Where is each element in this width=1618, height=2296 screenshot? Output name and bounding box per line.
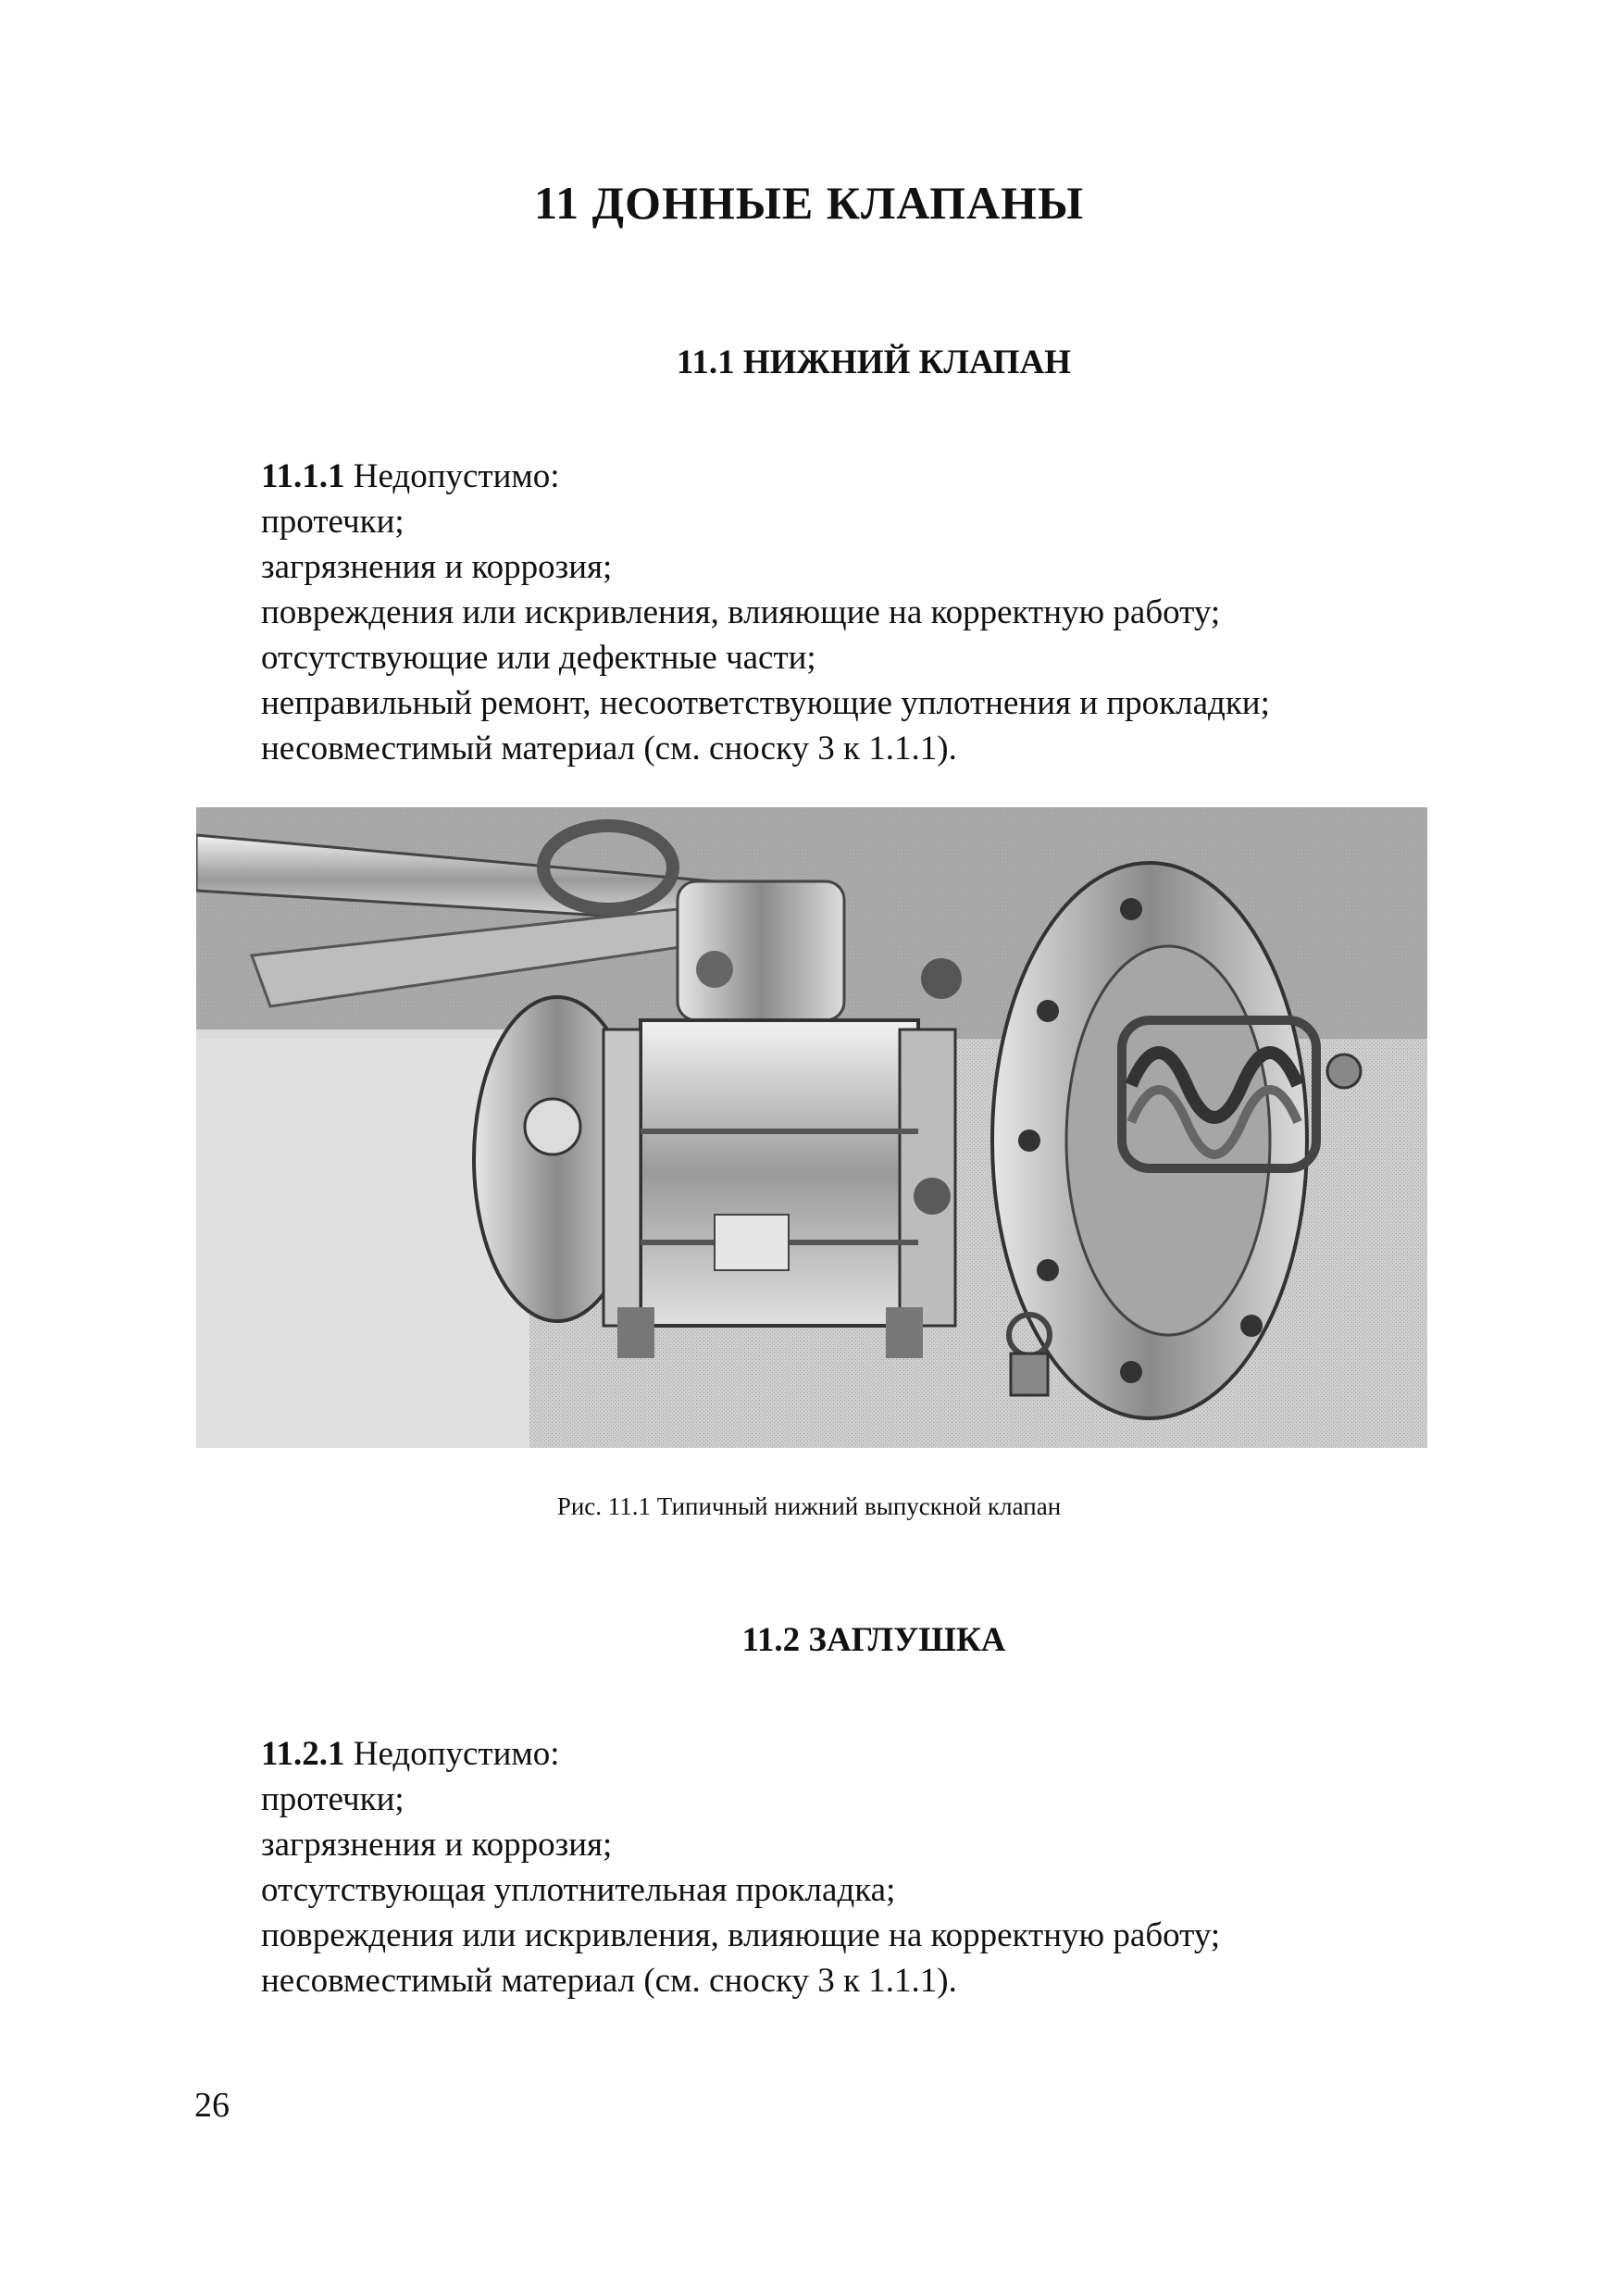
list-item: протечки;: [261, 1780, 404, 1818]
list-item: несовместимый материал (см. сноску 3 к 1.1.1).: [261, 730, 957, 767]
list-item: загрязнения и коррозия;: [261, 1826, 613, 1864]
list-item: протечки;: [261, 503, 404, 541]
clause-lead: Недопустимо:: [353, 1735, 560, 1773]
list-item: неправильный ремонт, несоответствующие уплотнения и прокладки;: [261, 684, 1270, 722]
list-item: повреждения или искривления, влияющие на корректную работу;: [261, 1916, 1221, 1954]
figure-valve-photo: [196, 807, 1427, 1448]
clause-heading: [261, 454, 1464, 499]
clause-heading: [261, 1731, 1464, 1777]
page-number: 26: [194, 2086, 230, 2125]
section-2-title: 11.2 ЗАГЛУШКА: [741, 1621, 1006, 1659]
clause-number: 11.1.1: [261, 457, 345, 495]
list-item: отсутствующая уплотнительная прокладка;: [261, 1871, 896, 1909]
section-1-clause: [261, 454, 1464, 771]
figure-caption: Рис. 11.1 Типичный нижний выпускной клапан: [556, 1492, 1062, 1520]
clause-lead: Недопустимо:: [353, 457, 560, 495]
section-1-title: 11.1 НИЖНИЙ КЛАПАН: [676, 343, 1072, 381]
list-item: загрязнения и коррозия;: [261, 548, 613, 586]
chapter-title: 11 ДОННЫЕ КЛАПАНЫ: [533, 177, 1085, 229]
list-item: отсутствующие или дефектные части;: [261, 639, 816, 677]
list-item: повреждения или искривления, влияющие на корректную работу;: [261, 593, 1221, 631]
clause-number: 11.2.1: [261, 1735, 345, 1773]
section-2-clause: [261, 1731, 1464, 2003]
list-item: несовместимый материал (см. сноску 3 к 1.1.1).: [261, 1962, 957, 2000]
valve-photo-illustration: [196, 807, 1427, 1448]
